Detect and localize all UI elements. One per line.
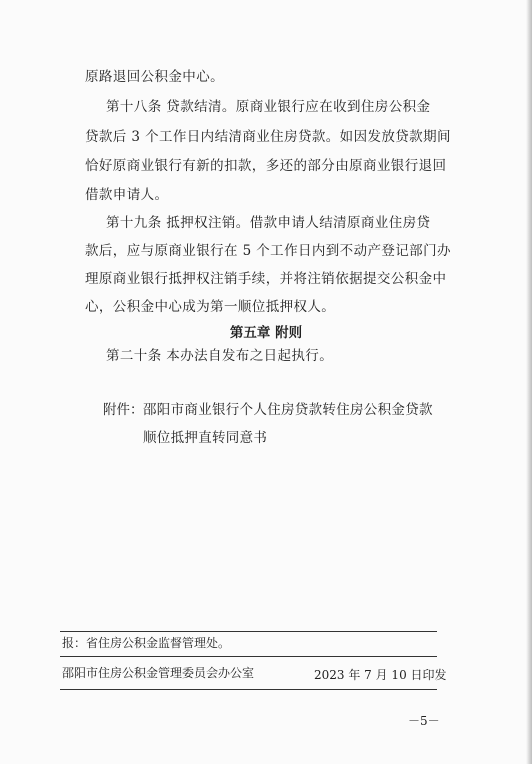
page-number: －5－ bbox=[408, 714, 440, 728]
footer-top-rule bbox=[60, 631, 437, 632]
issuer-text: 邵阳市住房公积金管理委员会办公室 bbox=[62, 666, 255, 680]
article-20-line: 第二十条 本办法自发布之日起执行。 bbox=[106, 348, 334, 364]
attachment-title-line-1: 邵阳市商业银行个人住房贷款转住房公积金贷款 bbox=[143, 402, 433, 418]
body-line: 恰好原商业银行有新的扣款，多还的部分由原商业银行退回 bbox=[85, 158, 447, 174]
body-line: 理原商业银行抵押权注销手续，并将注销依据提交公积金中 bbox=[85, 271, 447, 287]
attachment-label: 附件： bbox=[103, 402, 144, 418]
issue-date-text: 2023 年 7 月 10 日印发 bbox=[314, 668, 447, 682]
footer-middle-rule bbox=[60, 656, 437, 657]
body-line: 贷款后 3 个工作日内结清商业住房贷款。如因发放贷款期间 bbox=[85, 129, 451, 145]
footer-bottom-rule bbox=[60, 689, 437, 690]
body-line: 款后，应与原商业银行在 5 个工作日内到不动产登记部门办 bbox=[85, 243, 451, 259]
report-to-text: 报：省住房公积金监督管理处。 bbox=[62, 636, 231, 650]
chapter-heading: 第五章 附则 bbox=[229, 325, 303, 341]
body-line: 借款申请人。 bbox=[85, 187, 169, 203]
article-19-heading-line: 第十九条 抵押权注销。借款申请人结清原商业住房贷 bbox=[106, 215, 431, 231]
page-edge-shadow bbox=[526, 0, 532, 764]
attachment-title-line-2: 顺位抵押直转同意书 bbox=[143, 430, 268, 446]
article-18-heading-line: 第十八条 贷款结清。原商业银行应在收到住房公积金 bbox=[106, 99, 431, 115]
body-line: 心，公积金中心成为第一顺位抵押权人。 bbox=[85, 299, 336, 315]
body-line: 原路退回公积金中心。 bbox=[85, 69, 224, 85]
